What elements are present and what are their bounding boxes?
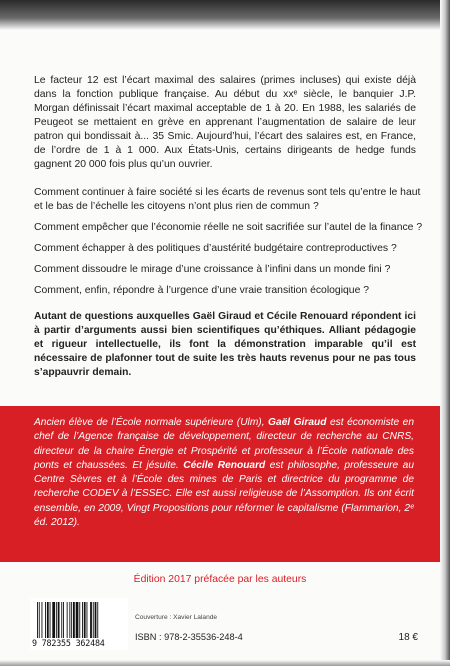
bio-text: Ancien élève de l’École normale supérieure (Ulm), [34, 417, 269, 428]
barcode-bars [36, 602, 122, 638]
question-item: Comment empêcher que l’économie réelle ne soit sacrifiée sur l’autel de la finance ? [34, 222, 423, 233]
edition-note: Édition 2017 préfacée par les auteurs [133, 574, 307, 585]
summary-paragraph: Autant de questions auxquelles Gaël Giraud et Cécile Renouard répondent ici à partir d’arguments aussi bien scientifiques qu’éthiques. Alliant pédagogie et rigueur intellectuelle, ils font la démonstration imparable qu’il est nécessaire de plafonner tout de suite les très hauts revenus pour ne pas tous s’appauvrir demain. [34, 311, 416, 378]
isbn: ISBN : 978-2-35536-248-4 [135, 632, 243, 642]
question-item: Comment dissoudre le mirage d’une croissance à l’infini dans un monde fini ? [34, 264, 391, 275]
author-name-giraud: Gaël Giraud [268, 417, 327, 428]
barcode [30, 598, 128, 650]
cover-top-shadow [0, 0, 450, 30]
question-item: Comment échapper à des politiques d’austérité budgétaire contreproductives ? [34, 243, 397, 254]
question-item: Comment, enfin, répondre à l’urgence d’une vraie transition écologique ? [34, 285, 370, 296]
authors-bio [34, 416, 414, 530]
barcode-number: 9 782355 362484 [32, 638, 105, 648]
intro-paragraph: Le facteur 12 est l’écart maximal des salaires (primes incluses) qui existe déjà dans la fonction publique française. Au début du xxᵉ siècle, le banquier J.P. Morgan définissait l’écart maximal acceptable de 1 à 20. En 1988, les salariés de Peugeot se mettaient en grève en apprenant l’augmentation de salaire de leur patron qui bondissait à... 35 Smic. Aujourd’hui, l’écart des salaires est, en France, de l’ordre de 1 à 1 000. Aux États-Unis, certains dirigeants de hedge funds gagnent 20 000 fois plus qu’un ouvrier. [34, 75, 416, 170]
cover-bottom-edge [0, 660, 450, 666]
question-item: Comment continuer à faire société si les écarts de revenus sont tels qu’entre le haut et le bas de l’échelle les citoyens n’ont plus rien de commun ? [34, 187, 421, 212]
cover-credit: Couverture : Xavier Lalande [135, 614, 218, 621]
bio-text: est philosophe, professeure au Centre Sèvres et à l’École des mines de Paris et directrice du programme de recherche CODEV à l’ESSEC. Elle est aussi religieuse de l’Assomption. Ils ont écrit ensemble, en 2009, Vingt Propositions pour réformer le capitalisme (Flammarion, 2ᵉ éd. 2012). [34, 459, 415, 529]
questions-list [34, 186, 424, 305]
cover-right-edge [440, 0, 450, 666]
bio-text: est économiste en chef de l’Agence française de développement, directeur de recherche au CNRS, directeur de la chaire Énergie et Prospérité et professeur à l’École nationale des ponts et chaussées. Et jésuite. [34, 417, 414, 471]
author-name-renouard: Cécile Renouard [183, 459, 266, 471]
price: 18 € [398, 632, 418, 643]
